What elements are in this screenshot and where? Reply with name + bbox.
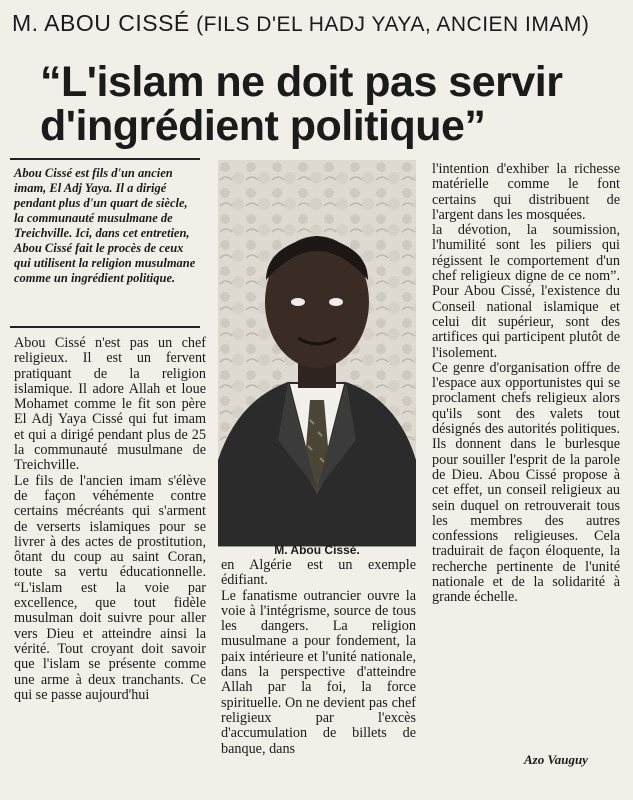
headline-line-2: d'ingrédient politique” — [40, 102, 486, 150]
column-3 — [432, 162, 620, 606]
column-2 — [221, 558, 416, 757]
headline-line-1: “L'islam ne doit pas servir — [40, 58, 563, 106]
photo-caption: M. Abou Cissé. — [274, 543, 360, 557]
column-3-paragraph-3: Ce genre d'organisation offre de l'espace aux opportunistes qui se proclament chefs religieux alors qu'ils sont des valets tout désignés des autorités politiques. Ils donnent dans le burlesque pour souiller l'esprit de la parole de Dieu. Abou Cissé propose à cet effet, un conseil religieux au sein duquel on retrouverait tous les membres des autres confessions religieuses. Cela traduirait de façon éloquente, la recherche pertinente de l'unité nationale et de la solidarité à grande échelle. — [432, 359, 620, 606]
column-2-paragraph-2: Le fanatisme outrancier ouvre la voie à l'intégrisme, source de tous les dangers. La religion musulmane a pour fondement, la paix intérieure et l'unité nationale, dans la perspective d'atteindre Allah par la foi, la force spirituelle. On ne devient pas chef religieux par l'excès d'accumulation de billets de banque, dans — [221, 587, 416, 757]
intro-bottom-rule — [10, 326, 200, 328]
column-3-paragraph-1: l'intention d'exhiber la richesse matérielle comme le font certains qui distribuent de l'argent dans les mosquées. — [432, 161, 620, 223]
column-2-paragraph-1: en Algérie est un exemple édifiant. — [221, 557, 416, 589]
column-1-paragraph-1: Abou Cissé n'est pas un chef religieux. Il est un fervent pratiquant de la religion islamique. Il adore Allah et loue Mohamet comme le fit son père El Adj Yaya Cissé qui fut imam et qui a dirigé pendant plus de 25 la communauté musulmane de Treichville. — [14, 335, 206, 474]
byline: Azo Vauguy — [524, 752, 588, 767]
portrait-illustration — [218, 160, 416, 546]
intro-paragraph: Abou Cissé est fils d'un ancien imam, El Adj Yaya. Il a dirigé pendant plus d'un quart de siècle, la communauté musulmane de Treichville. Ici, dans cet entretien, Abou Cissé fait le procès de ceux qui utilisent la religion musulmane comme un ingrédient politique. — [14, 166, 196, 285]
interviewee-name: M. ABOU CISSÉ — [12, 10, 190, 36]
interviewee-subtitle: (FILS D'EL HADJ YAYA, ANCIEN IMAM) — [196, 13, 590, 36]
portrait-photo — [218, 160, 416, 547]
intro-top-rule — [10, 158, 200, 160]
column-1-paragraph-2: Le fils de l'ancien imam s'élève de façon véhémente contre certains mécréants qui s'arment de verserts islamiques pour se livrer à des actes de prostitution, ôtant du coup au saint Coran, toute sa vertu éducationnelle. “L'islam est la voie par excellence, que tout fidèle musulman doit suivre pour aller vers Dieu et atteindre ainsi la vérité. Tout croyant doit savoir que l'islam se présente comme une arme à deux tranchants. Ce qui se passe aujourd'hui — [14, 472, 206, 703]
column-1 — [14, 336, 206, 703]
column-3-paragraph-2: la dévotion, la soumission, l'humilité sont les piliers qui régissent le comportement d'un chef religieux digne de ce nom”. Pour Abou Cissé, l'existence du Conseil national islamique et celui dit supérieur, sont des artifices qui participent plutôt de l'isolement. — [432, 222, 620, 361]
article-kicker — [12, 10, 624, 38]
headline — [40, 60, 620, 148]
